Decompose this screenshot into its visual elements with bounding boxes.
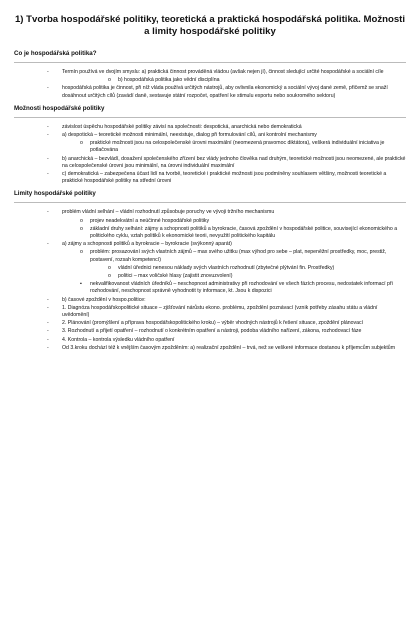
list-bullet: o xyxy=(80,249,83,256)
list-bullet: - xyxy=(47,69,49,75)
section-heading: Limity hospodářské politiky xyxy=(14,190,96,198)
list-bullet: - xyxy=(47,85,49,92)
page-title xyxy=(14,14,406,38)
list-item-text: Od 3.kroku dochází též k vnějším časovým zpožděním: a) realizační zpoždění – trvá, než se veškeré informace dostanou k příjemcům subjektům xyxy=(62,344,396,351)
list-item-text: b) časové zpoždění v hospo.politice: xyxy=(62,296,146,303)
list-item-text: vládní úřednici nenesou náklady svých vlastních rozhodnutí (zbytečné plýtvání fin. Prostředky) xyxy=(118,264,335,271)
list-item-text: nekvalifikovanost vládních úředníků – neschopnost administrativy při rozhodování ve všech fázích procesu, nedostatek informací při rozhodování, neschopnost správně vyhodnotit ty informace, kt. Jsou k dispozici xyxy=(90,281,393,295)
list-item-text: 1. Diagnóza hospodářskopolitické situace – zjišťování nárůstu ekono. problému, zpoždění poznávací (vznik potřeby zásahu státu a vládní uvědomění) xyxy=(62,304,378,319)
list-bullet: - xyxy=(47,241,49,248)
section-divider xyxy=(14,117,406,118)
list-item xyxy=(14,85,406,99)
list-item-text: b) hospodářská politika jako vědní disciplína xyxy=(118,77,220,84)
list-item-text: politici – max voličské hlasy (zajistit znovuzvolení) xyxy=(118,273,233,280)
list-bullet: o xyxy=(108,273,111,280)
list-item xyxy=(14,132,406,139)
list-item xyxy=(14,320,406,327)
list-bullet: - xyxy=(47,336,49,343)
list-bullet: - xyxy=(47,320,49,327)
list-item-text: a) despotická – teoretické možnosti minimální, neexistuje, dialog při formulování cílů, ani kontrolní mechanismy xyxy=(62,132,317,139)
list-item-text: Termín používá ve dvojím smyslu: a) praktická činnost prováděná vládou (avšak nejen jí), činnost sledující určité hospodářské a sociální cíle xyxy=(62,69,384,75)
list-item xyxy=(14,226,406,240)
list-bullet: - xyxy=(47,328,49,335)
list-bullet: - xyxy=(47,209,49,216)
list-item-text: hospodářská politika je činnost, při níž vláda používá určitých nástrojů, aby ovlivnila ekonomický a sociální vývoj dané země, přičemž se snaží dosáhnout určitých cílů (zavádí daně, sestavuje státní rozpočet, opatření ke stimulu exportu nebo soukromého sektoru) xyxy=(62,85,388,99)
section-heading: Možnosti hospodářské politiky xyxy=(14,104,105,112)
list-item-text: závislost úspěchu hospodářské politiky závisí na společnosti: despotická, anarchická nebo demokratická xyxy=(62,123,302,130)
list-item xyxy=(14,209,406,216)
list-item xyxy=(14,171,406,185)
list-item xyxy=(14,124,406,131)
list-item xyxy=(14,305,406,319)
list-item xyxy=(14,273,406,280)
list-item-text: praktické možnosti jsou na celospolečenské úrovni maximální (neomezená pravomoc diktátora), veškerá individuální iniciativa je potlačována xyxy=(90,140,385,154)
list-bullet: - xyxy=(47,132,49,139)
list-item xyxy=(14,69,406,76)
list-item xyxy=(14,337,406,344)
list-item-text: b) anarchická – bezvládí, dosažení společenského zřízení bez vlády jednoho člověka nad druhým, teoretické možnosti jsou neomezené, ale praktické na celospolečenské úrovni jsou minimální, na úrovni individuální maximální xyxy=(62,155,406,169)
list-item xyxy=(14,77,406,84)
list-item xyxy=(14,218,406,225)
section-divider xyxy=(14,62,406,63)
section-divider xyxy=(14,202,406,203)
section-heading: Co je hospodářská politika? xyxy=(14,50,97,57)
list-bullet: - xyxy=(47,155,49,162)
list-item-text: problém: prosazování svých vlastních zájmů – max svého užitku (max výhod pro sebe – plat, nepeněžní prostředky, moc, prestiž, postavení, rozsah kompetencí) xyxy=(90,249,387,263)
list-item-text: 2. Plánování (promýšlení a příprava hospodářskopolitického kroku) – výběr vhodných nástrojů k řešení situace, zpoždění plánovací xyxy=(62,320,364,327)
list-bullet: - xyxy=(47,171,49,178)
list-bullet: - xyxy=(47,123,49,130)
document-body xyxy=(14,50,406,357)
list-item xyxy=(14,297,406,304)
list-item xyxy=(14,281,406,295)
list-item-text: 3. Rozhodnutí a přijetí opatření – rozhodnutí o konkrétním opatření a nástroji, podoba vládního nařízení, zákona, rozhodovací fáze xyxy=(62,328,362,335)
list-bullet: o xyxy=(108,77,111,84)
list-item-text: základní druhy selhání: zájmy a schopnosti politiků a byrokracie, časová zpoždění v hospodářské politice, související ekonomického a politického cyklu, vztah politiků k ekonomické teorii, nevyužití politického kapitálu xyxy=(90,225,398,240)
list-item-text: c) demokratická – zabezpečena účast lidí na tvorbě, teoretické i praktické možnosti jsou podmíněny souhlasem většiny, možnosti teoretické a praktické hospodářské politiky na střední úrovni xyxy=(62,171,387,185)
list-bullet: - xyxy=(47,304,49,311)
list-item xyxy=(14,328,406,335)
list-item xyxy=(14,241,406,248)
list-bullet: o xyxy=(80,225,83,232)
list-item-text: a) zájmy a schopnosti politiků a byrokracie – byrokracie (svýkonný aparát) xyxy=(62,241,232,248)
section-spacer xyxy=(14,353,406,357)
list-bullet: o xyxy=(80,217,83,224)
list-item-text: 4. Kontrola – kontrola výsledku vládního opatření xyxy=(62,336,175,343)
list-item-text: problém vládní selhání – vládní rozhodnutí způsobuje poruchy ve vývoji tržního mechanismu xyxy=(62,209,275,216)
list-bullet: ▪ xyxy=(80,281,82,288)
list-bullet: o xyxy=(108,264,111,271)
list-item xyxy=(14,156,406,170)
title-line-1: 1) Tvorba hospodářské politiky, teoretická a praktická hospodářská politika. Možnosti xyxy=(14,14,406,25)
title-line-2: a limity hospodářské politiky xyxy=(144,26,276,37)
list-item xyxy=(14,140,406,154)
list-item xyxy=(14,265,406,272)
list-item xyxy=(14,345,406,352)
list-bullet: - xyxy=(47,296,49,303)
list-bullet: - xyxy=(47,344,49,351)
list-item-text: projev neadekvátní a neúčinné hospodářské politiky xyxy=(90,217,210,224)
list-item xyxy=(14,249,406,263)
list-bullet: o xyxy=(80,140,83,147)
